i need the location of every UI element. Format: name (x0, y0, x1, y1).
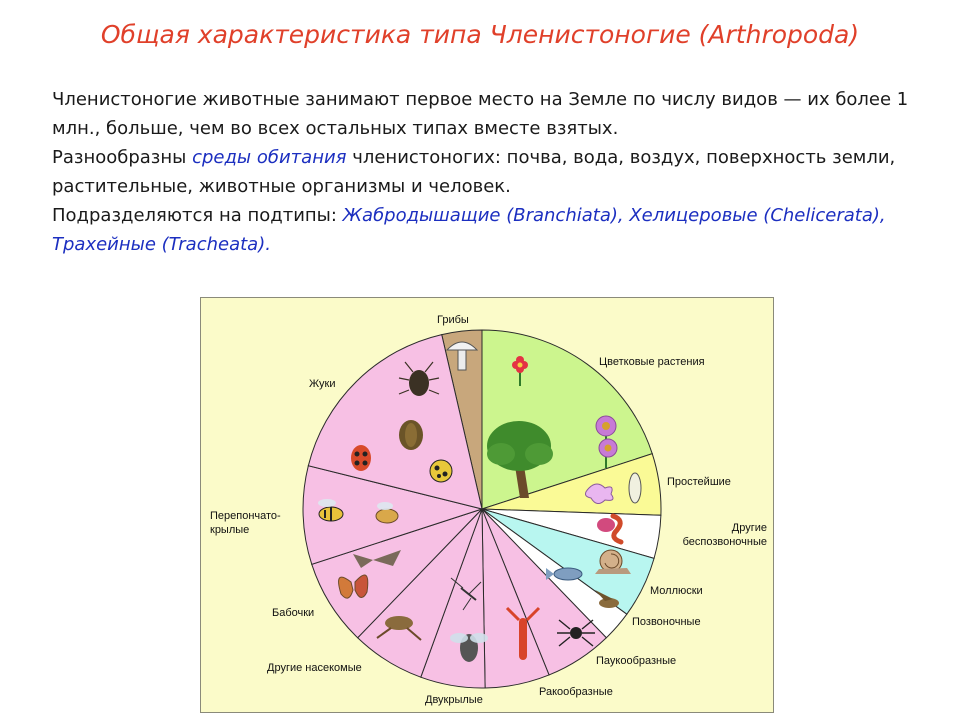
habitats-link: среды обитания (192, 147, 347, 168)
slide-title: Общая характеристика типа Членистоногие (Arthropoda) (100, 20, 860, 49)
label-protists: Простейшие (667, 476, 731, 488)
habitats-prefix: Разнообразны (52, 147, 193, 168)
paragraph-species-count: Членистоногие животные занимают первое место на Земле по числу видов — их более 1 млн., больше, чем во всех остальных типах вместе взятых. (52, 89, 909, 139)
paragraph-habitats (52, 143, 922, 201)
label-fungi: Грибы (437, 314, 469, 326)
label-other-insects: Другие насекомые (267, 662, 362, 674)
label-other-invertebrates (665, 521, 767, 549)
body-text (52, 85, 922, 259)
label-crustaceans: Ракообразные (539, 686, 613, 698)
habitats-suffix: членистоногих: почва, вода, воздух, поверхность земли, растительные, животные организмы и человек. (52, 147, 896, 197)
subtypes-prefix: Подразделяются на подтипы: (52, 205, 343, 226)
ladybug-icon (430, 460, 452, 482)
scarab-beetle-icon (399, 420, 423, 450)
label-other-invertebrates-line1: Другие (731, 522, 767, 534)
label-vertebrates: Позвоночные (632, 616, 701, 628)
label-hymenoptera (210, 509, 281, 537)
label-hymenoptera-line1: Перепончато- (210, 510, 281, 522)
subtypes-list: Жабродышащие (Branchiata), Хелицеровые (Chelicerata), Трахейные (Tracheata). (52, 205, 886, 255)
paragraph-subtypes (52, 201, 922, 259)
ground-beetle-icon (351, 445, 371, 471)
label-mollusks: Моллюски (650, 585, 703, 597)
sea-anemone-icon (597, 518, 615, 532)
label-diptera: Двукрылые (425, 694, 483, 706)
paramecium-icon (629, 473, 641, 503)
label-beetles: Жуки (309, 378, 336, 390)
label-hymenoptera-line2: крылые (210, 524, 250, 536)
label-flowering-plants: Цветковые растения (599, 356, 705, 368)
species-pie-diagram (200, 297, 774, 713)
label-other-invertebrates-line2: беспозвоночные (682, 536, 767, 548)
label-arachnids: Паукообразные (596, 655, 677, 667)
label-butterflies: Бабочки (272, 607, 315, 619)
